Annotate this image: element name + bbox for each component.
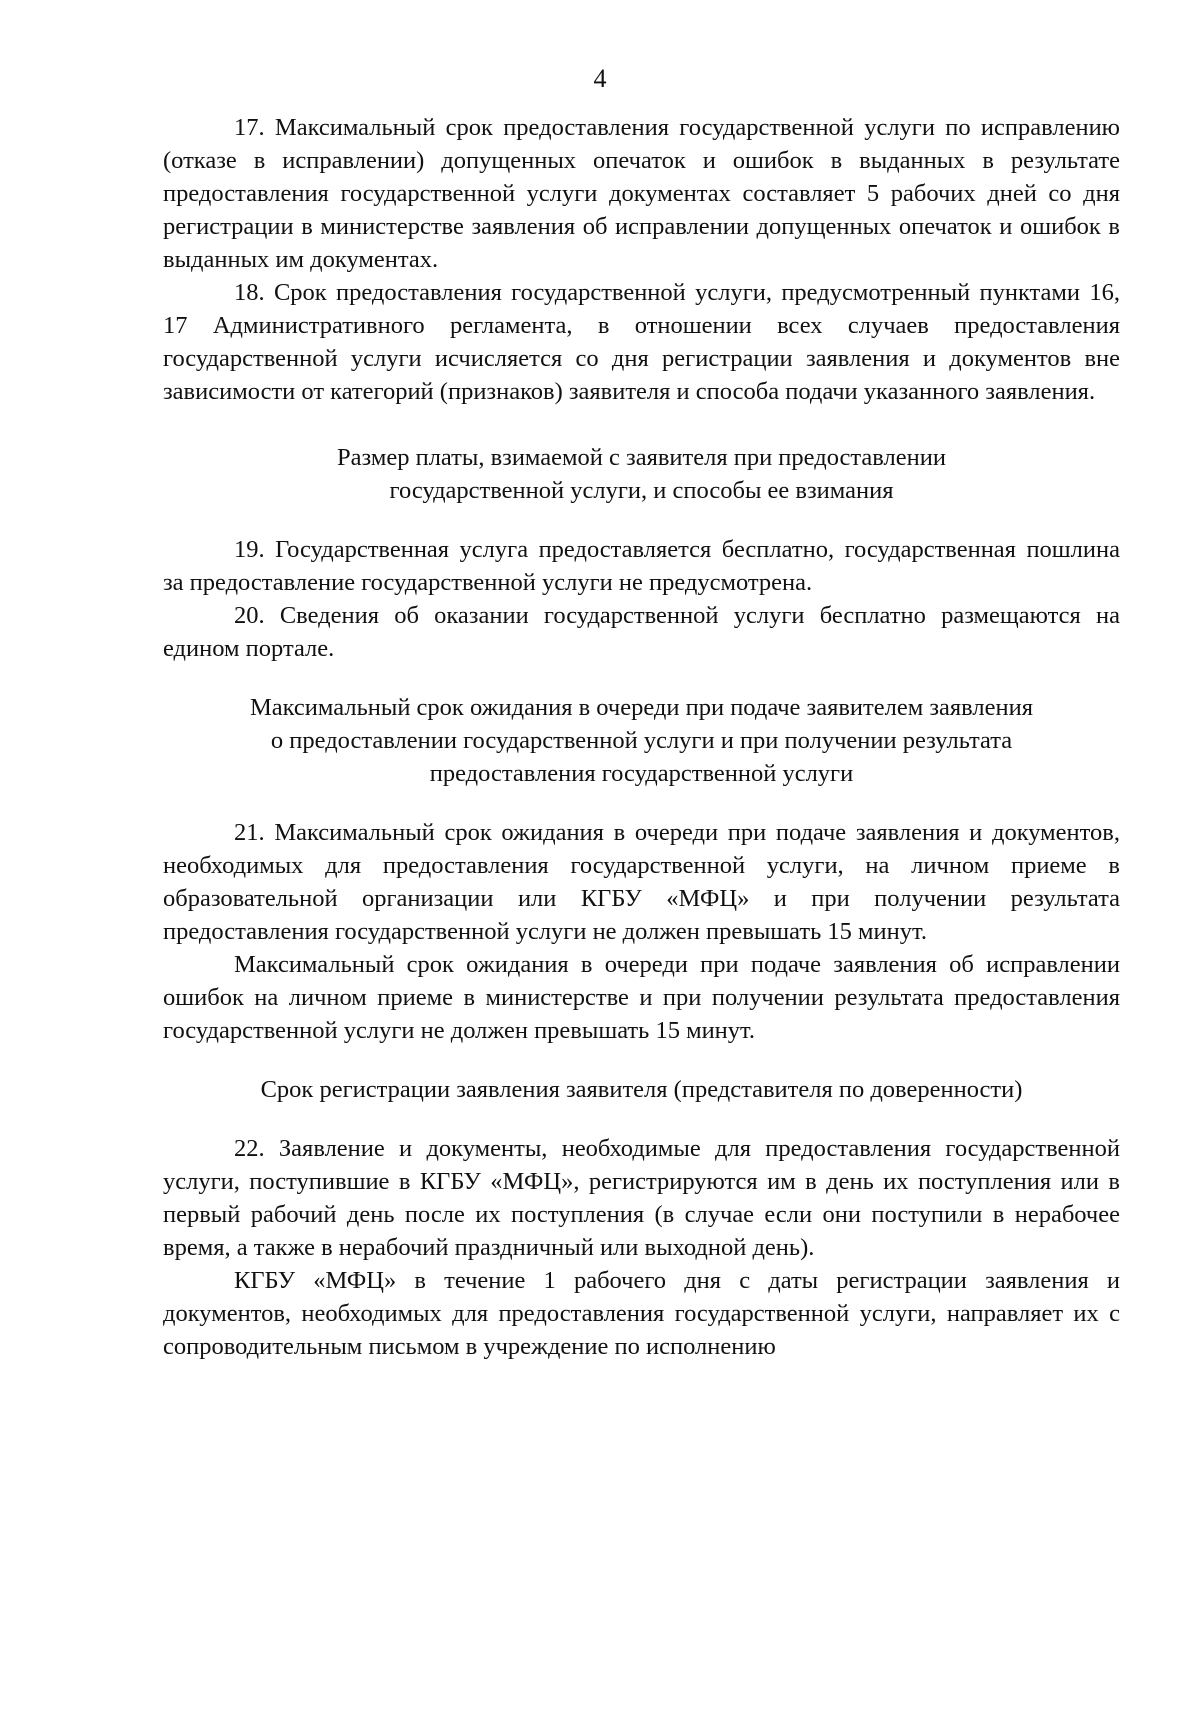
spacer	[163, 408, 1120, 441]
paragraph-21-continued: Максимальный срок ожидания в очереди при подаче заявления об исправлении ошибок на личном приеме в министерстве и при получении результата предоставления государственной услуги не должен превышать 15 минут.	[163, 951, 1120, 1044]
document-body	[163, 111, 1120, 1363]
section-heading-registration	[163, 1073, 1120, 1106]
paragraph-22: 22. Заявление и документы, необходимые для предоставления государственной услуги, поступившие в КГБУ «МФЦ», регистрируются им в день их поступления или в первый рабочий день после их поступления (в случае если они поступили в нерабочее время, а также в нерабочий праздничный или выходной день).	[163, 1135, 1120, 1261]
spacer	[163, 1106, 1120, 1132]
paragraph-19: 19. Государственная услуга предоставляется бесплатно, государственная пошлина за предоставление государственной услуги не предусмотрена.	[163, 536, 1120, 596]
heading-line: Срок регистрации заявления заявителя (представителя по доверенности)	[260, 1076, 1023, 1103]
heading-line: Размер платы, взимаемой с заявителя при предоставлении	[337, 444, 946, 471]
spacer	[163, 507, 1120, 533]
paragraph-21: 21. Максимальный срок ожидания в очереди при подаче заявления и документов, необходимых для предоставления государственной услуги, на личном приеме в образовательной организации или КГБУ «МФЦ» и при получении результата предоставления государственной услуги не должен превышать 15 минут.	[163, 819, 1120, 945]
heading-line: о предоставлении государственной услуги и при получении результата	[270, 727, 1013, 754]
heading-line: государственной услуги, и способы ее взимания	[389, 477, 894, 504]
paragraph-17: 17. Максимальный срок предоставления государственной услуги по исправлению (отказе в исправлении) допущенных опечаток и ошибок в выданных в результате предоставления государственной услуги документах составляет 5 рабочих дней со дня регистрации в министерстве заявления об исправлении допущенных опечаток и ошибок в выданных им документах.	[163, 114, 1120, 273]
paragraph-18: 18. Срок предоставления государственной услуги, предусмотренный пунктами 16, 17 Административного регламента, в отношении всех случаев предоставления государственной услуги исчисляется со дня регистрации заявления и документов вне зависимости от категорий (признаков) заявителя и способа подачи указанного заявления.	[163, 279, 1120, 405]
paragraph-20: 20. Сведения об оказании государственной услуги бесплатно размещаются на едином портале.	[163, 602, 1120, 662]
section-heading-queue	[163, 691, 1120, 790]
spacer	[163, 790, 1120, 816]
paragraph-22-continued: КГБУ «МФЦ» в течение 1 рабочего дня с даты регистрации заявления и документов, необходимых для предоставления государственной услуги, направляет их с сопроводительным письмом в учреждение по исполнению	[163, 1267, 1120, 1360]
section-heading-fee	[163, 441, 1120, 507]
page-number: 4	[593, 64, 607, 93]
spacer	[163, 1047, 1120, 1073]
heading-line: предоставления государственной услуги	[429, 760, 854, 787]
heading-line: Максимальный срок ожидания в очереди при подаче заявителем заявления	[249, 694, 1034, 721]
spacer	[163, 665, 1120, 691]
